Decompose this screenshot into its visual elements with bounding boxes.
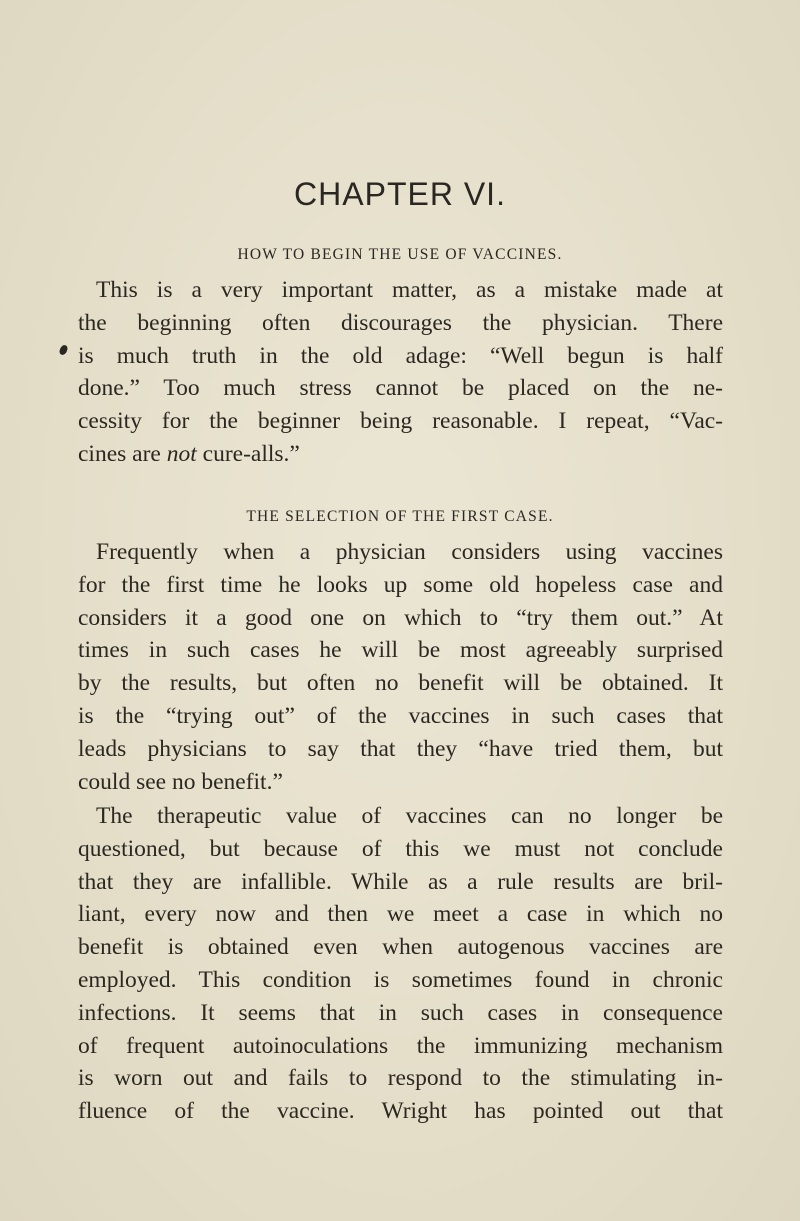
text-line: the beginning often discourages the physician. There (78, 309, 723, 336)
text-line: is the “trying out” of the vaccines in such cases that (78, 702, 723, 729)
text-line: that they are infallible. While as a rule results are bril- (78, 868, 723, 895)
text-fragment: cure-alls.” (202, 440, 300, 467)
text-line: fluence of the vaccine. Wright has pointed out that (78, 1098, 723, 1125)
margin-ink-mark (59, 344, 69, 356)
text-line: leads physicians to say that they “have tried them, but (78, 735, 723, 762)
text-line: is much truth in the old adage: “Well begun is half (78, 342, 723, 369)
text-line: infections. It seems that in such cases in consequence (78, 999, 723, 1026)
text-line: times in such cases he will be most agreeably surprised (78, 637, 723, 664)
paragraph-first-case (78, 536, 723, 798)
text-line (78, 438, 723, 471)
text-line: for the first time he looks up some old hopeless case and (78, 571, 723, 598)
text-line: cessity for the beginner being reasonable. I repeat, “Vac- (78, 408, 723, 435)
text-line: liant, every now and then we meet a case in which no (78, 901, 723, 928)
paragraph-therapeutic-value (78, 800, 723, 1128)
chapter-title: CHAPTER VI. (294, 176, 506, 212)
text-line: done.” Too much stress cannot be placed on the ne- (78, 375, 723, 402)
emphasis-not: not (166, 440, 197, 467)
text-fragment: cines are (78, 440, 161, 467)
text-line: benefit is obtained even when autogenous vaccines are (78, 934, 723, 961)
text-line: considers it a good one on which to “try them out.” At (78, 604, 723, 631)
section-heading-first-case: THE SELECTION OF THE FIRST CASE. (246, 508, 554, 525)
text-line: This is a very important matter, as a mistake made at (96, 277, 723, 303)
paragraph-intro (78, 274, 723, 471)
text-line: could see no benefit.” (78, 768, 283, 795)
text-line: The therapeutic value of vaccines can no longer be (96, 803, 723, 829)
text-line: of frequent autoinoculations the immunizing mechanism (78, 1032, 723, 1059)
text-line: is worn out and fails to respond to the stimulating in- (78, 1065, 723, 1092)
text-line: by the results, but often no benefit will be obtained. It (78, 670, 723, 697)
text-line: employed. This condition is sometimes found in chronic (78, 966, 723, 993)
section-heading-begin-use: HOW TO BEGIN THE USE OF VACCINES. (237, 246, 563, 263)
text-line: questioned, but because of this we must not conclude (78, 835, 723, 862)
text-line: Frequently when a physician considers using vaccines (96, 539, 723, 565)
